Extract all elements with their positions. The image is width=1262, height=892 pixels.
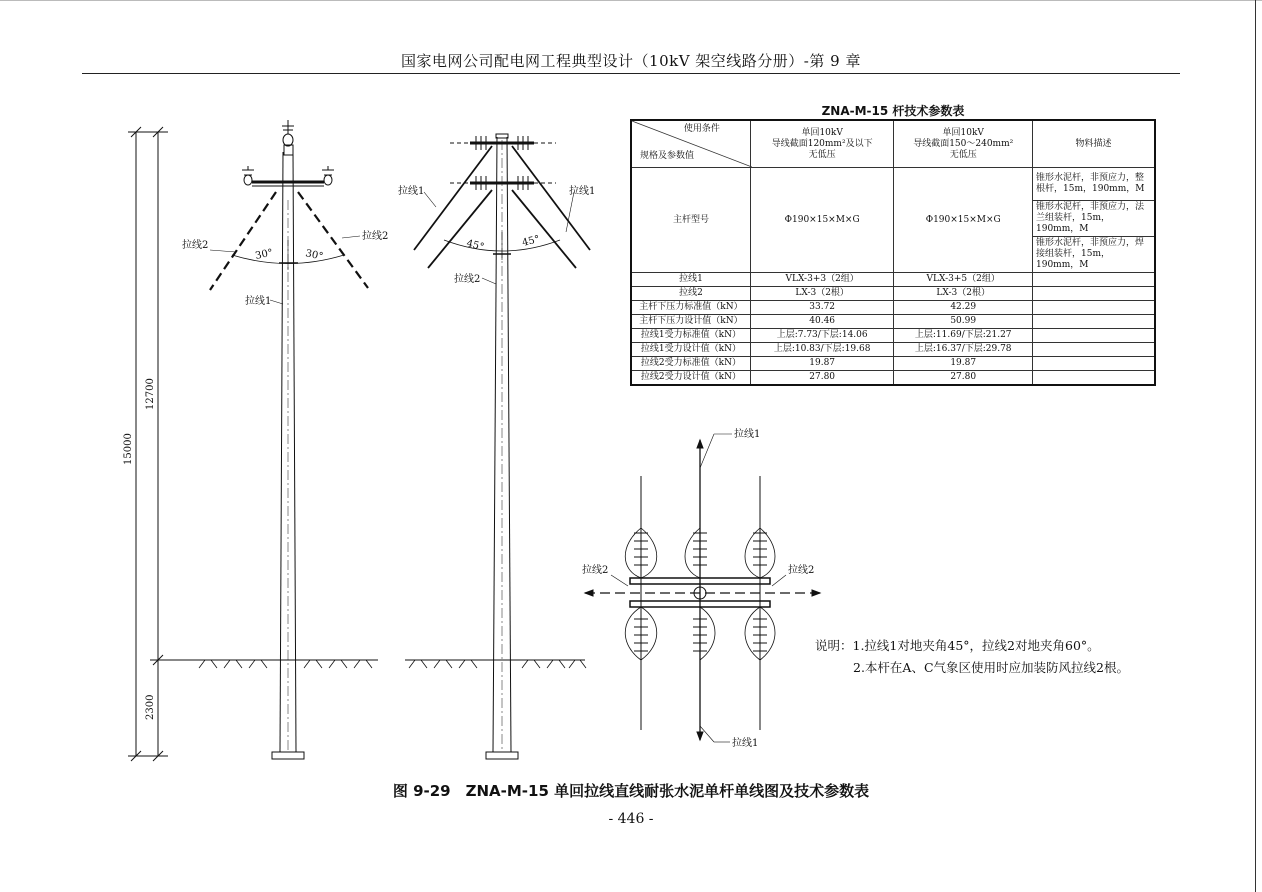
row-col2: 上层:11.69/下层:21.27 xyxy=(894,329,1033,343)
table-row xyxy=(631,287,1155,301)
header-col2-line: 无低压 xyxy=(949,149,977,160)
plan-guy2-right-label: 拉线2 xyxy=(788,565,815,576)
note-line-1: 说明：1.拉线1对地夹角45°，拉线2对地夹角60°。 xyxy=(815,638,1100,653)
row-label: 拉线2受力设计值（kN） xyxy=(631,371,750,386)
table-corner-cell xyxy=(631,120,750,168)
notes xyxy=(815,635,1129,679)
row-col1: 上层:10.83/下层:19.68 xyxy=(750,343,894,357)
row-col2: 27.80 xyxy=(894,371,1033,386)
table-row xyxy=(631,371,1155,386)
row-col1: 27.80 xyxy=(750,371,894,386)
row-col3 xyxy=(1033,343,1156,357)
header-col1 xyxy=(750,120,894,168)
mid-guy1-left-label: 拉线1 xyxy=(398,186,425,197)
left-guy2-right-label: 拉线2 xyxy=(362,231,389,242)
mid-guy2-label: 拉线2 xyxy=(454,274,481,285)
mid-angle-left: 45° xyxy=(465,238,486,254)
table-row xyxy=(631,343,1155,357)
row-col1: LX-3（2根） xyxy=(750,287,894,301)
table-row xyxy=(631,329,1155,343)
row-label: 拉线1 xyxy=(631,273,750,287)
left-guy1-label: 拉线1 xyxy=(245,296,272,307)
row-col3 xyxy=(1033,357,1156,371)
table-title: ZNA-M-15 杆技术参数表 xyxy=(821,104,965,118)
row-col2: 19.87 xyxy=(894,357,1033,371)
table-row xyxy=(631,168,1155,201)
row-label: 主杆下压力设计值（kN） xyxy=(631,315,750,329)
figure-caption: 图 9-29 ZNA-M-15 单回拉线直线耐张水泥单杆单线图及技术参数表 xyxy=(392,782,870,800)
main-pole-col1: Φ190×15×M×G xyxy=(750,168,894,273)
row-col2: 50.99 xyxy=(894,315,1033,329)
main-pole-col2: Φ190×15×M×G xyxy=(894,168,1033,273)
row-col1: VLX-3+3（2组） xyxy=(750,273,894,287)
header-col1-line: 单回10kV xyxy=(801,127,843,138)
left-angle-left: 30° xyxy=(254,247,274,262)
row-col1: 33.72 xyxy=(750,301,894,315)
table-row xyxy=(631,301,1155,315)
header-col3: 物料描述 xyxy=(1033,120,1156,168)
header-col2-line: 导线截面150～240mm² xyxy=(913,138,1014,149)
dim-above-ground-label: 12700 xyxy=(145,378,156,410)
note-line-2: 2.本杆在A、C气象区使用时应加装防风拉线2根。 xyxy=(853,660,1129,675)
table-row xyxy=(631,273,1155,287)
plan-guy1-top-label: 拉线1 xyxy=(734,429,761,440)
material-1: 锥形水泥杆，非预应力，整根杆，15m，190mm，M xyxy=(1033,168,1156,201)
header-col2 xyxy=(894,120,1033,168)
row-label: 拉线2受力标准值（kN） xyxy=(631,357,750,371)
row-label: 拉线2 xyxy=(631,287,750,301)
mid-angle-right: 45° xyxy=(521,233,541,249)
row-col2: 42.29 xyxy=(894,301,1033,315)
pole-middle-view xyxy=(405,134,590,759)
row-label: 拉线1受力设计值（kN） xyxy=(631,343,750,357)
row-label: 主杆下压力标准值（kN） xyxy=(631,301,750,315)
corner-top-label: 使用条件 xyxy=(683,124,720,134)
header-col1-line: 无低压 xyxy=(808,149,836,160)
left-guy2-left-label: 拉线2 xyxy=(182,240,209,251)
plan-guy2-left-label: 拉线2 xyxy=(582,565,609,576)
corner-bottom-label: 规格及参数值 xyxy=(640,151,695,161)
row-col3 xyxy=(1033,371,1156,386)
dim-total-label: 15000 xyxy=(123,433,134,465)
row-col2: VLX-3+5（2组） xyxy=(894,273,1033,287)
material-3: 锥形水泥杆，非预应力，焊接组装杆，15m，190mm，M xyxy=(1033,237,1156,273)
table-row xyxy=(631,315,1155,329)
spec-table xyxy=(630,119,1156,386)
row-label: 拉线1受力标准值（kN） xyxy=(631,329,750,343)
row-col3 xyxy=(1033,301,1156,315)
row-col3 xyxy=(1033,287,1156,301)
header-col1-line: 导线截面120mm²及以下 xyxy=(771,138,873,149)
dim-below-ground-label: 2300 xyxy=(145,694,156,720)
mid-guy1-right-label: 拉线1 xyxy=(569,186,596,197)
page-header: 国家电网公司配电网工程典型设计（10kV 架空线路分册）-第 9 章 xyxy=(401,52,861,70)
row-col1: 19.87 xyxy=(750,357,894,371)
row-col1: 上层:7.73/下层:14.06 xyxy=(750,329,894,343)
left-angle-right: 30° xyxy=(304,248,325,263)
row-col3 xyxy=(1033,329,1156,343)
row-col2: LX-3（2根） xyxy=(894,287,1033,301)
row-col1: 40.46 xyxy=(750,315,894,329)
table-header-row xyxy=(631,120,1155,168)
material-2: 锥形水泥杆，非预应力，法兰组装杆，15m，190mm，M xyxy=(1033,201,1156,237)
header-col2-line: 单回10kV xyxy=(942,127,984,138)
plan-guy1-bottom-label: 拉线1 xyxy=(732,738,759,749)
table-row xyxy=(631,357,1155,371)
dimension-lines xyxy=(128,127,196,761)
row-col3 xyxy=(1033,273,1156,287)
row-col3 xyxy=(1033,315,1156,329)
page-number: - 446 - xyxy=(608,811,654,827)
pole-left-view xyxy=(193,120,378,759)
main-pole-label: 主杆型号 xyxy=(631,168,750,273)
plan-view xyxy=(585,434,820,742)
row-col2: 上层:16.37/下层:29.78 xyxy=(894,343,1033,357)
